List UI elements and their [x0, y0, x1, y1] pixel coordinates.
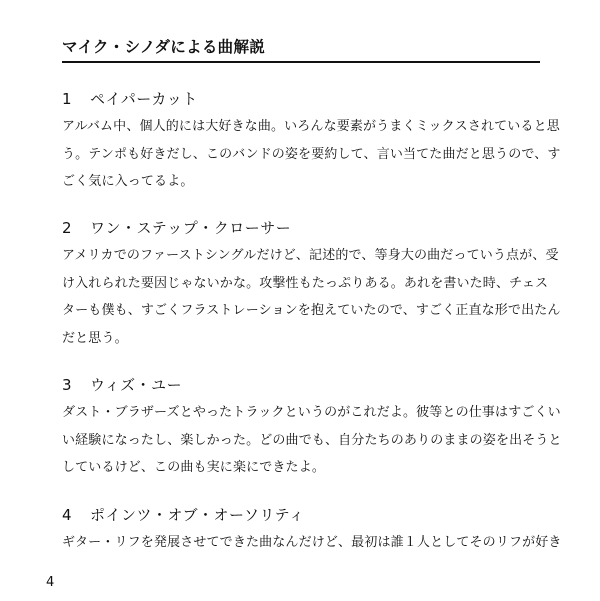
track-title: ワン・ステップ・クローサー [90, 219, 292, 237]
commentary-line: ダスト・ブラザーズとやったトラックというのがこれだよ。彼等との仕事はすごくい [62, 405, 561, 420]
track-commentary [62, 242, 561, 352]
commentary-line: け入れられた要因じゃないかな。攻撃性もたっぷりある。あれを書いた時、チェス [62, 275, 549, 291]
track-title: ペイパーカット [90, 90, 198, 108]
track-commentary [62, 399, 562, 482]
track-title: ポインツ・オブ・オーソリティ [90, 506, 305, 524]
commentary-line: い経験になったし、楽しかった。どの曲でも、自分たちのありのままの姿を出そうと [62, 432, 562, 448]
track-number: 3 [62, 376, 73, 394]
track-number: 1 [62, 90, 73, 108]
page-title: マイク・シノダによる曲解説 [62, 38, 266, 56]
track-heading [62, 217, 542, 239]
page-header [62, 36, 540, 63]
track-number: 2 [62, 219, 73, 237]
track-title: ウィズ・ユー [90, 376, 183, 394]
track-section-4 [62, 504, 562, 557]
track-heading [62, 374, 542, 396]
track-number: 4 [62, 506, 73, 524]
track-commentary [62, 113, 561, 196]
commentary-line: ターも僕も、すごくフラストレーションを抱えていたので、すごく正直な形で出たん [62, 303, 561, 318]
track-heading [62, 504, 542, 526]
commentary-line: アルバム中、個人的には大好きな曲。いろんな要素がうまくミックスされていると思 [62, 119, 560, 134]
page-number: 4 [46, 575, 55, 590]
track-section-3 [62, 374, 562, 482]
commentary-line: アメリカでのファーストシングルだけど、記述的で、等身大の曲だっていう点が、受 [62, 248, 559, 263]
track-section-1 [62, 88, 561, 196]
track-heading [62, 88, 542, 110]
commentary-line: だと思う。 [62, 330, 128, 346]
commentary-line: しているけど、この曲も実に楽にできたよ。 [62, 460, 326, 475]
track-commentary [62, 529, 562, 557]
commentary-line: う。テンポも好きだし、このバンドの姿を要約して、言い当てた曲だと思うので、す [62, 146, 561, 162]
title-underline [62, 61, 540, 63]
track-section-2 [62, 217, 561, 352]
commentary-line: ごく気に入ってるよ。 [62, 174, 194, 189]
commentary-line: ギター・リフを発展させてできた曲なんだけど、最初は誰１人としてそのリフが好き [62, 535, 562, 550]
